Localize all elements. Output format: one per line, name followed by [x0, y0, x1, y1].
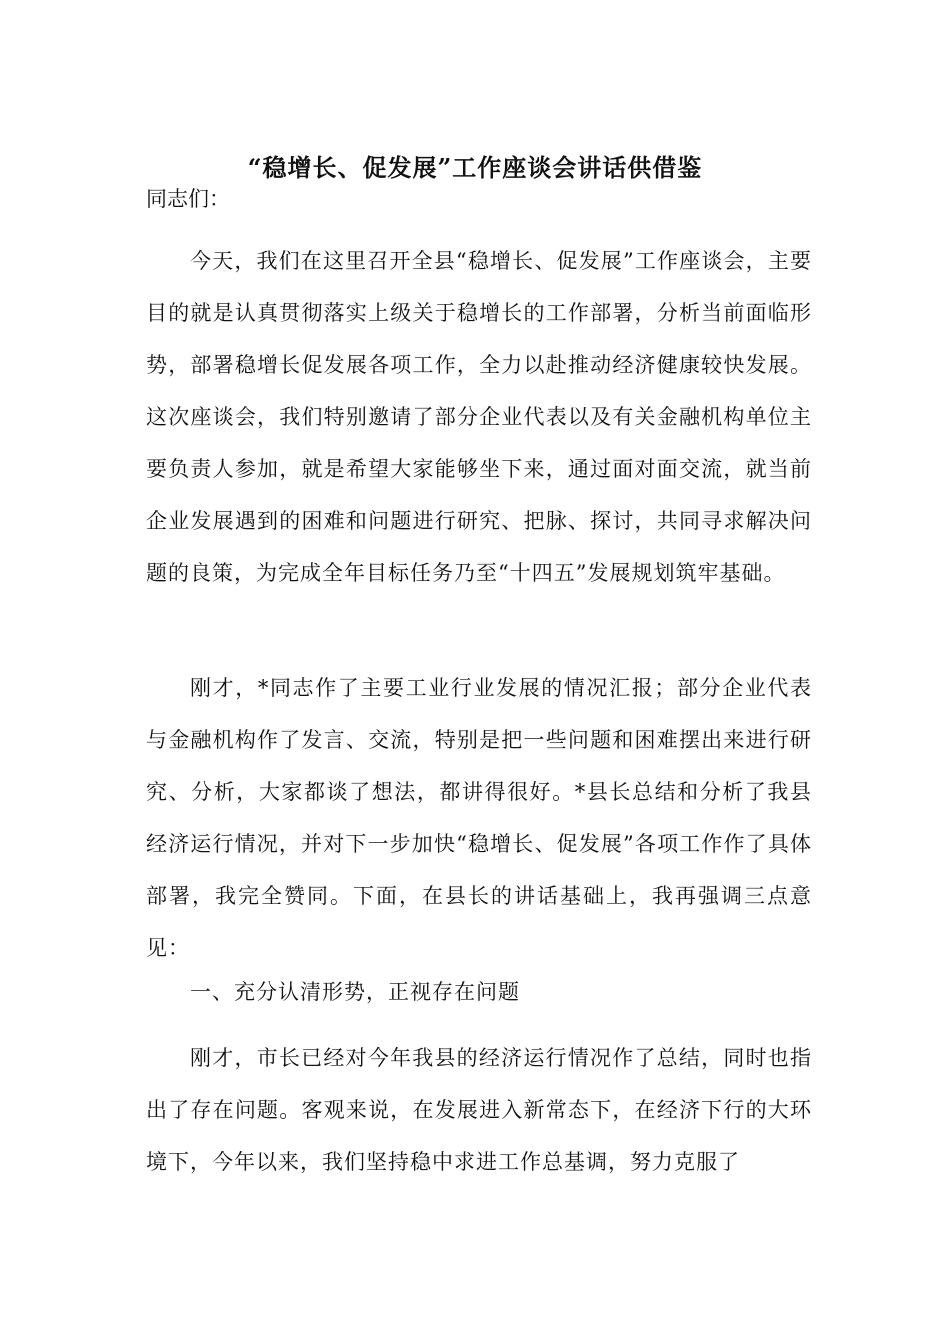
paragraph-intro: 今天，我们在这里召开全县“稳增长、促发展”工作座谈会，主要目的就是认真贯彻落实上级关于稳增长的工作部署，分析当前面临形势，部署稳增长促发展各项工作，全力以赴推动经济健康较快发展。这次座谈会，我们特别邀请了部分企业代表以及有关金融机构单位主要负责人参加，就是希望大家能够坐下来，通过面对面交流，就当前企业发展遇到的困难和问题进行研究、把脉、探讨，共同寻求解决问题的良策，为完成全年目标任务乃至“十四五”发展规划筑牢基础。 — [146, 249, 812, 585]
section-heading: 一、充分认清形势，正视存在问题 — [190, 980, 520, 1004]
salutation: 同志们： — [146, 187, 230, 211]
section-paragraph: 刚才，市长已经对今年我县的经济运行情况作了总结，同时也指出了存在问题。客观来说，在发展进入新常态下，在经济下行的大环境下，今年以来，我们坚持稳中求进工作总基调，努力克服了 — [146, 1046, 812, 1174]
document-title: “稳增长、促发展”工作座谈会讲话供借鉴 — [247, 153, 703, 182]
paragraph-summary: 刚才，*同志作了主要工业行业发展的情况汇报；部分企业代表与金融机构作了发言、交流，特别是把一些问题和困难摆出来进行研究、分析，大家都谈了想法，都讲得很好。*县长总结和分析了我县经济运行情况，并对下一步加快“稳增长、促发展”各项工作作了具体部署，我完全赞同。下面，在县长的讲话基础上，我再强调三点意见： — [146, 676, 812, 960]
